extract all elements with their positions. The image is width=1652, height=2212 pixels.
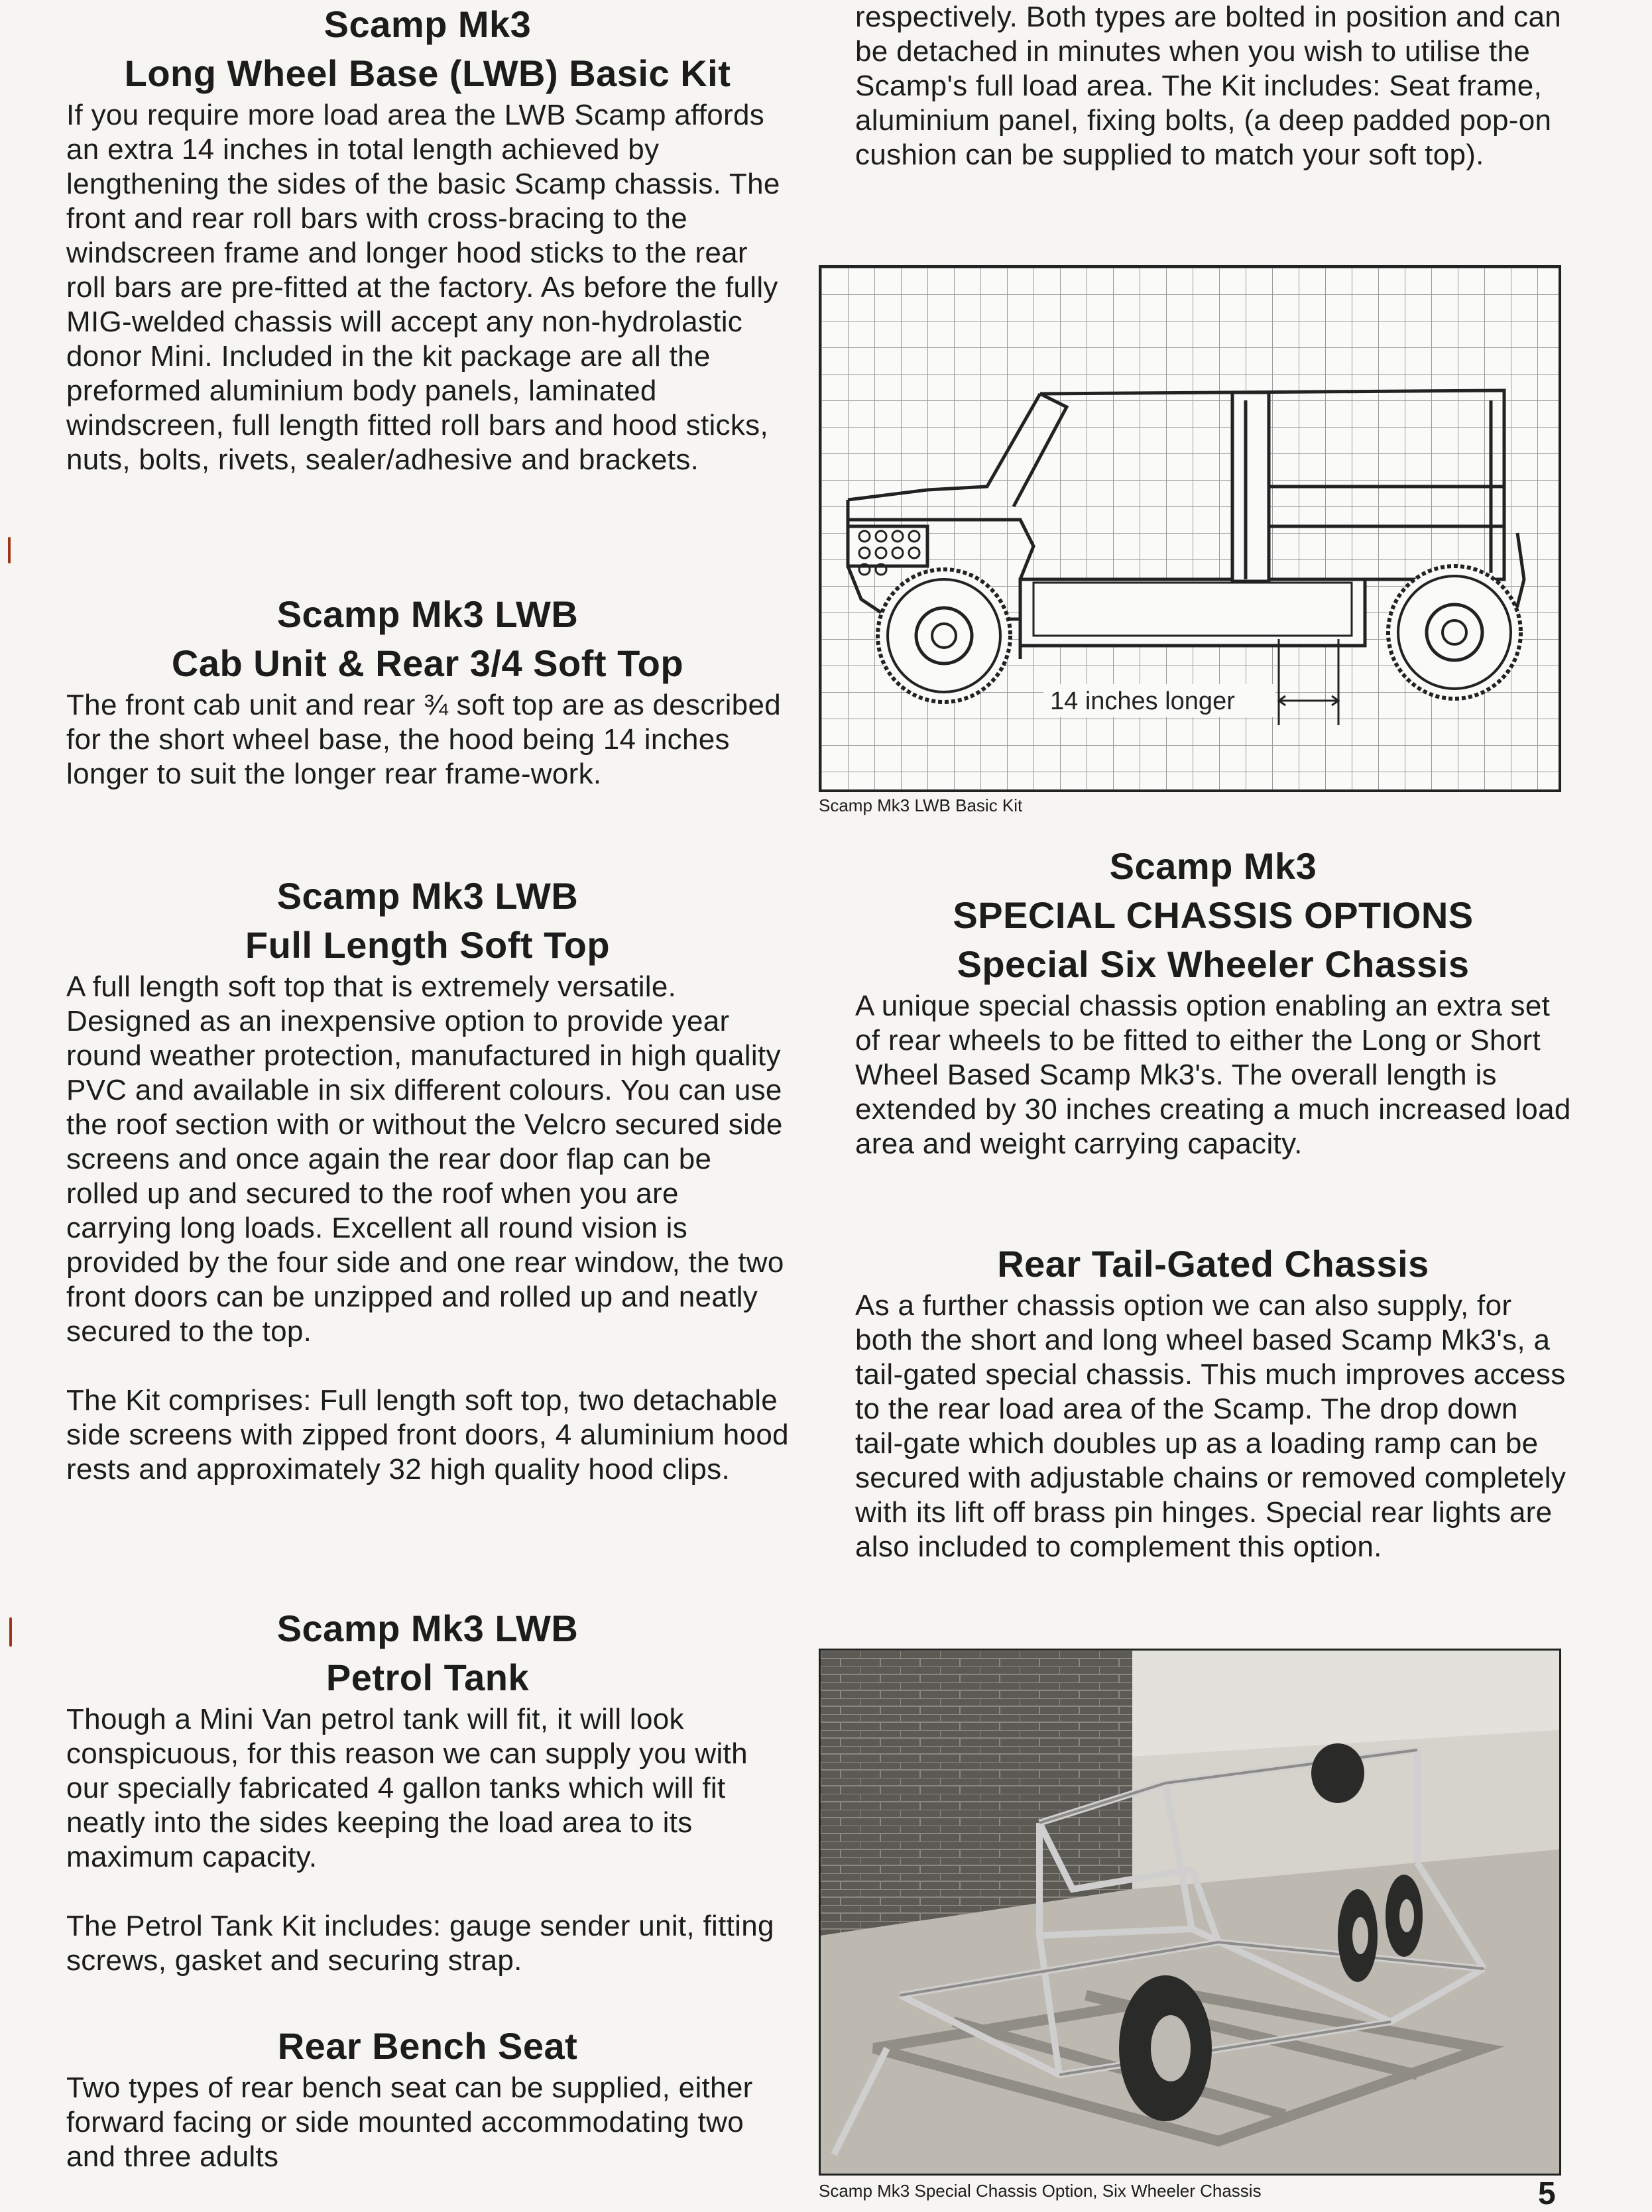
margin-mark xyxy=(9,1617,12,1647)
section-body: respectively. Both types are bolted in position and can be detached in minutes when you wish to utilise the Scamp's full load area. The Kit includes: Seat frame, aluminium panel, fixing bolts, (a deep padded pop-on cushion can be supplied to match your soft top). xyxy=(855,1,1561,171)
section-heading: Scamp Mk3 LWB xyxy=(276,1607,579,1649)
section-body: Though a Mini Van petrol tank will fit, it will look conspicuous, for this reason we can supply you with our specially fabricated 4 gallon tanks which will fit neatly into the sides keeping the load area to its maximum capacity. xyxy=(66,1703,748,1873)
section-heading: Scamp Mk3 xyxy=(1109,845,1317,887)
photo-caption: Scamp Mk3 Special Chassis Option, Six Wheeler Chassis xyxy=(819,2181,1262,2201)
section-body: Two types of rear bench seat can be supplied, either forward facing or side mounted accommodating two and three adults xyxy=(66,2071,753,2173)
section-heading: Scamp Mk3 LWB xyxy=(276,875,579,917)
lwb-diagram-drawing xyxy=(821,268,1559,789)
section-body: A unique special chassis option enabling an extra set of rear wheels to be fitted to either the Long or Short Wheel Based Scamp Mk3's. The overall length is extended by 30 inches creating a much increased load area and weight carrying capacity. xyxy=(855,990,1571,1160)
six-wheeler-photo xyxy=(819,1649,1561,2176)
section-body-2: The Petrol Tank Kit includes: gauge sender unit, fitting screws, gasket and securing strap. xyxy=(66,1910,774,1977)
section-heading: Scamp Mk3 xyxy=(324,3,532,45)
section-continued xyxy=(855,0,1571,172)
section-body: If you require more load area the LWB Scamp affords an extra 14 inches in total length achieved by lengthening the sides of the basic Scamp chassis. The front and rear roll bars with cross-bracing to the windscreen frame and longer hood sticks to the rear roll bars are pre-fitted at the factory. As before the fully MIG-welded chassis will accept any non-hydrolastic donor Mini. Included in the kit package are all the preformed aluminium body panels, laminated windscreen, full length fitted roll bars and hood sticks, nuts, bolts, rivets, sealer/adhesive and brackets. xyxy=(66,99,780,476)
section-subheading: Petrol Tank xyxy=(325,1657,530,1698)
section-body-2: The Kit comprises: Full length soft top, two detachable side screens with zipped front doors, 4 aluminium hood rests and approximately 32 high quality hood clips. xyxy=(66,1384,789,1485)
section-petrol-tank xyxy=(66,1604,789,1978)
section-cab-unit xyxy=(66,590,789,791)
section-body: The front cab unit and rear ¾ soft top are as described for the short wheel base, the hood being 14 inches longer to suit the longer rear frame-work. xyxy=(66,689,781,790)
section-tail-gated-chassis xyxy=(855,1240,1571,1564)
section-subheading: Long Wheel Base (LWB) Basic Kit xyxy=(124,52,731,94)
section-lwb-basic-kit xyxy=(66,0,789,477)
section-full-length-soft-top xyxy=(66,872,789,1487)
section-heading: Scamp Mk3 LWB xyxy=(276,593,579,635)
front-wheel xyxy=(878,569,1010,702)
diagram-caption: Scamp Mk3 LWB Basic Kit xyxy=(819,795,1023,815)
section-body: A full length soft top that is extremely versatile. Designed as an inexpensive option to provide year round weather protection, manufactured in high quality PVC and available in six different colours. You can use the roof section with or without the Velcro secured side screens and once again the rear door flap can be rolled up and secured to the roof when you are carrying long loads. Excellent all round vision is provided by the four side and one rear window, the two front doors can be unzipped and rolled up and neatly secured to the top. xyxy=(66,970,784,1348)
section-heading: Rear Tail-Gated Chassis xyxy=(997,1243,1429,1285)
section-subheading-2: Special Six Wheeler Chassis xyxy=(957,943,1470,985)
section-body: As a further chassis option we can also supply, for both the short and long wheel based Scamp Mk3's, a tail-gated special chassis. This much improves access to the rear load area of the Scamp. The drop down tail-gate which doubles up as a loading ramp can be secured with adjustable chains or removed completely with its lift off brass pin hinges. Special rear lights are also included to complement this option. xyxy=(855,1289,1566,1563)
dimension-label: 14 inches longer xyxy=(1050,687,1235,715)
page-number: 5 xyxy=(1538,2176,1556,2211)
section-heading: Rear Bench Seat xyxy=(277,2025,578,2067)
section-subheading: SPECIAL CHASSIS OPTIONS xyxy=(953,894,1474,936)
lwb-diagram xyxy=(819,265,1561,792)
margin-mark xyxy=(8,537,11,563)
section-subheading: Full Length Soft Top xyxy=(245,924,611,966)
section-special-chassis xyxy=(855,842,1571,1161)
rear-wheel xyxy=(1388,566,1521,699)
section-rear-bench-seat xyxy=(66,2022,789,2174)
section-subheading: Cab Unit & Rear 3/4 Soft Top xyxy=(171,642,684,684)
